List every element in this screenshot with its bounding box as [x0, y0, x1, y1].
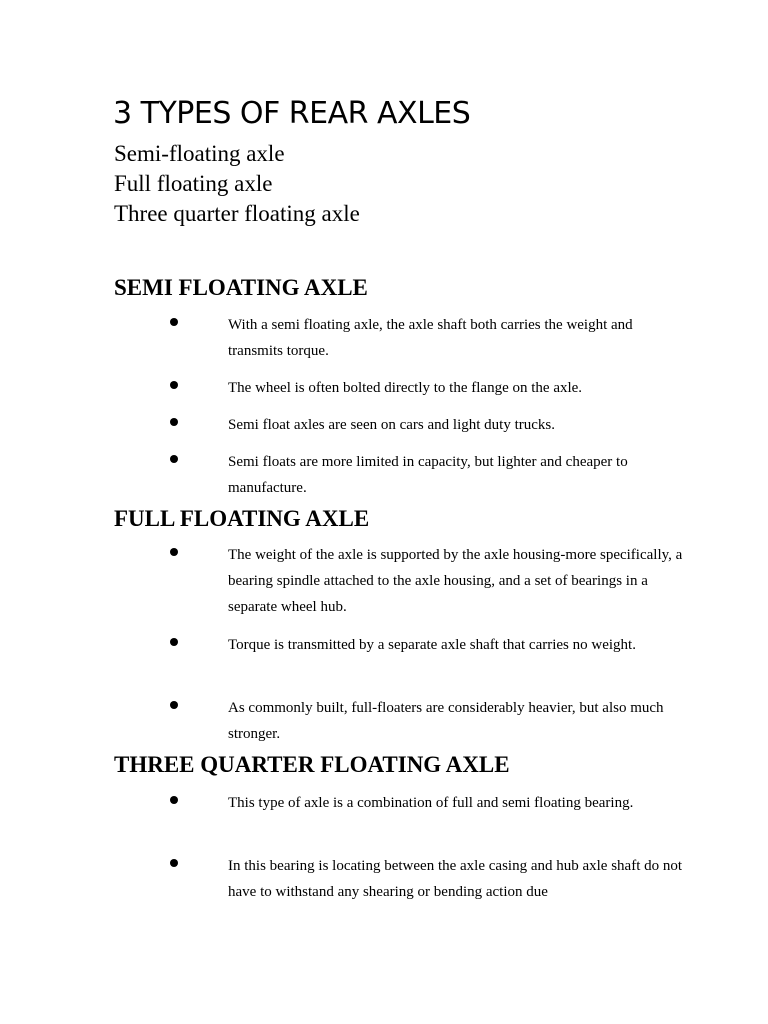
bullet-text: In this bearing is locating between the axle casing and hub axle shaft do not have to withstand any shearing or bending action due	[228, 858, 683, 900]
bullet-dot-icon	[170, 548, 178, 556]
bullet-dot-icon	[170, 455, 178, 463]
bullet-text: As commonly built, full-floaters are considerably heavier, but also much stronger.	[228, 700, 664, 742]
axle-type-item: Full floating axle	[114, 171, 273, 196]
axle-type-item: Semi-floating axle	[114, 141, 285, 166]
page-title: 3 TYPES OF REAR AXLES	[113, 96, 471, 131]
bullet-text: The wheel is often bolted directly to the flange on the axle.	[228, 380, 583, 396]
bullet-text: Semi float axles are seen on cars and light duty trucks.	[228, 417, 555, 433]
bullet-dot-icon	[170, 701, 178, 709]
bullet-dot-icon	[170, 318, 178, 326]
bullet-dot-icon	[170, 859, 178, 867]
bullet-dot-icon	[170, 418, 178, 426]
bullet-dot-icon	[170, 638, 178, 646]
bullet-text: This type of axle is a combination of full and semi floating bearing.	[228, 795, 634, 811]
bullet-text: With a semi floating axle, the axle shaft both carries the weight and transmits torque.	[228, 317, 633, 359]
section-heading-semi-floating: SEMI FLOATING AXLE	[114, 275, 368, 300]
bullet-dot-icon	[170, 796, 178, 804]
axle-type-item: Three quarter floating axle	[114, 201, 360, 226]
section-heading-full-floating: FULL FLOATING AXLE	[114, 506, 370, 531]
bullet-dot-icon	[170, 381, 178, 389]
bullet-text: Torque is transmitted by a separate axle shaft that carries no weight.	[228, 637, 636, 653]
bullet-text: Semi floats are more limited in capacity, but lighter and cheaper to manufacture.	[228, 454, 628, 496]
bullet-text: The weight of the axle is supported by the axle housing-more specifically, a bearing spindle attached to the axle housing, and a set of bearings in a separate wheel hub.	[228, 547, 683, 615]
section-heading-three-quarter-floating: THREE QUARTER FLOATING AXLE	[114, 752, 510, 777]
axle-types-list	[114, 139, 360, 229]
